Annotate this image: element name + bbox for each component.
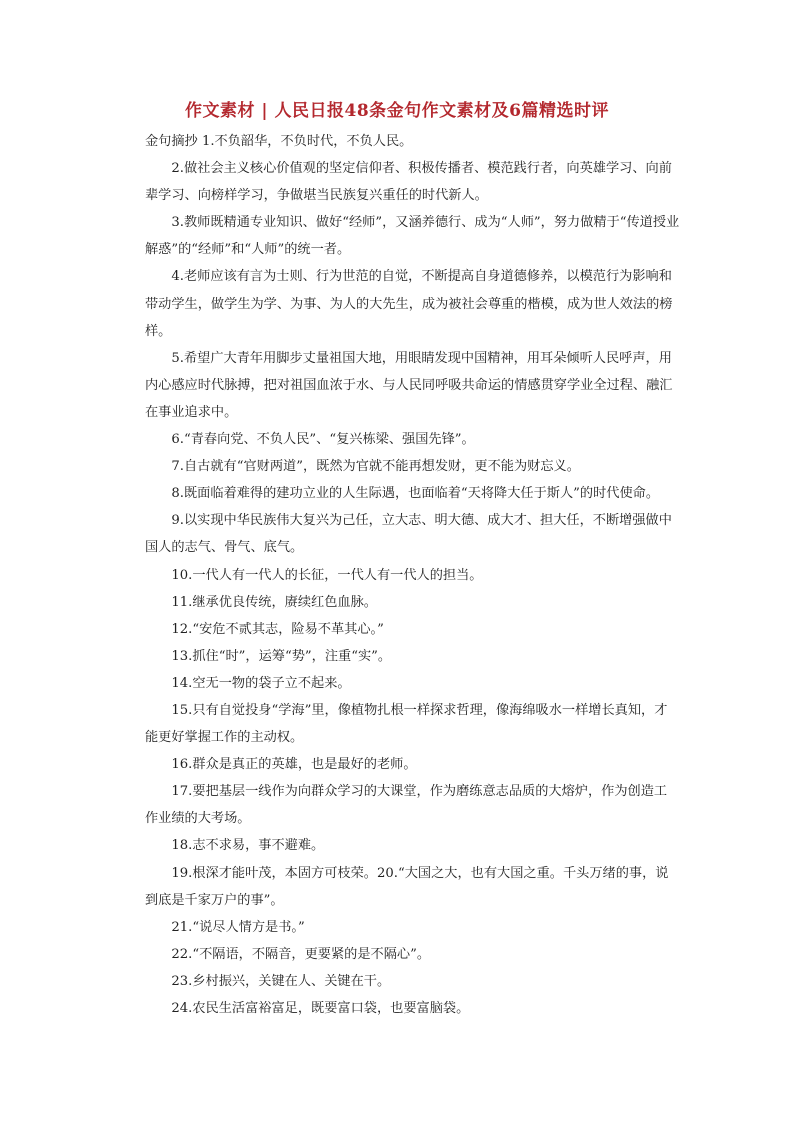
paragraph: 21.“说尽人情方是书。” (171, 919, 305, 935)
paragraph: 23.乡村振兴，关键在人、关键在干。 (171, 973, 391, 989)
paragraph: 9.以实现中华民族伟大复兴为己任，立大志、明大德、成大才、担大任，不断增强做中国人的志气、骨气、底气。 (145, 513, 672, 556)
paragraph: 15.只有自觉投身“学海”里，像植物扎根一样探求哲理，像海绵吸水一样增长真知，才能更好掌握工作的主动权。 (145, 702, 668, 746)
document-body (145, 128, 680, 1022)
paragraph: 16.群众是真正的英雄，也是最好的老师。 (171, 757, 417, 773)
paragraph: 6.“青春向党、不负人民”、“复兴栋梁、强国先锋”。 (171, 432, 475, 448)
paragraph: 17.要把基层一线作为向群众学习的大课堂，作为磨练意志品质的大熔炉，作为创造工作业绩的大考场。 (145, 784, 668, 827)
paragraph: 24.农民生活富裕富足，既要富口袋，也要富脑袋。 (171, 1001, 470, 1016)
paragraph: 金句摘抄 1.不负韶华，不负时代，不负人民。 (145, 134, 413, 149)
paragraph: 12.“安危不贰其志，险易不革其心。” (171, 621, 384, 637)
paragraph: 7.自古就有“官财两道”，既然为官就不能再想发财，更不能为财忘义。 (171, 459, 580, 475)
paragraph: 22.“不隔语，不隔音，更要紧的是不隔心”。 (171, 946, 431, 962)
paragraph: 19.根深才能叶茂，本固方可枝荣。20.“大国之大，也有大国之重。千头万绪的事，说到底是千家万户的事”。 (145, 865, 669, 908)
paragraph: 18.志不求易，事不避难。 (171, 838, 325, 854)
paragraph: 10.一代人有一代人的长征，一代人有一代人的担当。 (171, 567, 483, 583)
paragraph: 11.继承优良传统，赓续红色血脉。 (171, 594, 377, 610)
paragraph: 4.老师应该有言为士则、行为世范的自觉，不断提高自身道德修养，以模范行为影响和带动学生，做学生为学、为事、为人的大先生，成为被社会尊重的楷模，成为世人效法的榜样。 (145, 269, 673, 339)
paragraph: 2.做社会主义核心价值观的坚定信仰者、积极传播者、模范践行者，向英雄学习、向前辈学习、向榜样学习，争做堪当民族复兴重任的时代新人。 (145, 161, 672, 204)
paragraph: 5.希望广大青年用脚步丈量祖国大地，用眼睛发现中国精神，用耳朵倾听人民呼声，用内心感应时代脉搏，把对祖国血浓于水、与人民同呼吸共命运的情感贯穿学业全过程、融汇在事业追求中。 (145, 350, 673, 420)
paragraph: 14.空无一物的袋子立不起来。 (171, 675, 351, 691)
paragraph: 8.既面临着难得的建功立业的人生际遇，也面临着“天将降大任于斯人”的时代使命。 (171, 486, 660, 502)
document-title: 作文素材 | 人民日报48条金句作文素材及6篇精选时评 (184, 101, 609, 121)
paragraph: 13.抓住“时”，运筹“势”，注重“实”。 (171, 648, 392, 664)
paragraph: 3.教师既精通专业知识、做好“经师”，又涵养德行、成为“人师”，努力做精于“传道授业解惑”的“经师”和“人师”的统一者。 (145, 215, 680, 258)
